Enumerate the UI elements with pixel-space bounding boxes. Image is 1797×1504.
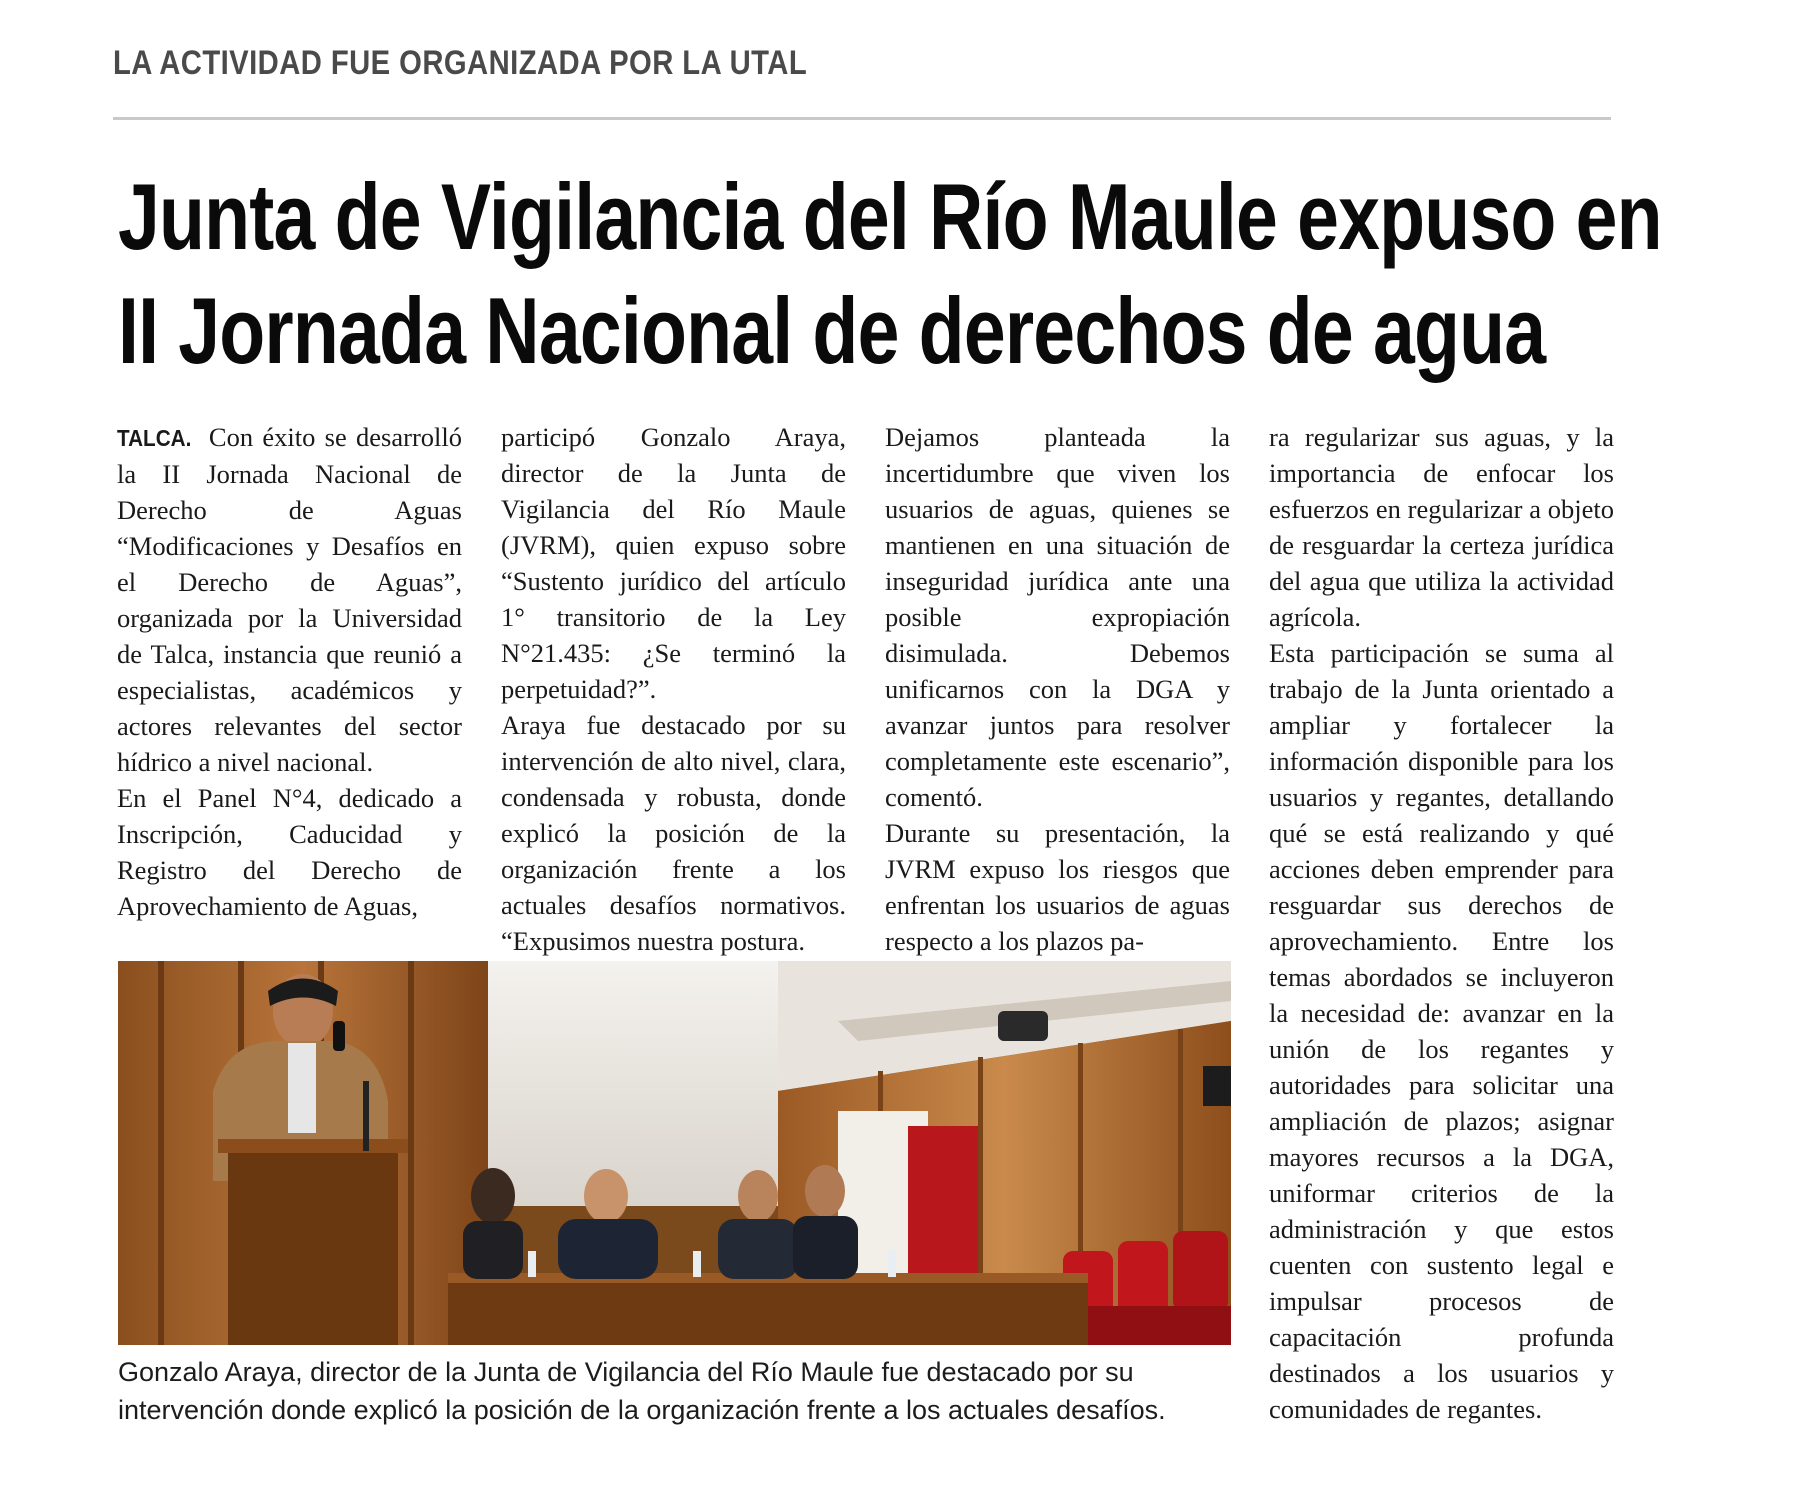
body-column-3 <box>885 419 1230 959</box>
article-photo <box>118 961 1231 1345</box>
kicker-divider <box>113 117 1611 120</box>
section-kicker: LA ACTIVIDAD FUE ORGANIZADA POR LA UTAL <box>113 44 808 82</box>
body-column-2 <box>501 419 846 959</box>
body-column-4 <box>1269 419 1614 1427</box>
body-paragraph: participó Gonzalo Araya, director de la Junta de Vigilancia del Río Maule (JVRM), quien expuso sobre “Sustento jurídico del artículo 1° transitorio de la Ley N°21.435: ¿Se terminó la perpetuidad?”. <box>501 422 846 704</box>
projection-screen <box>488 961 778 1206</box>
conference-photo <box>118 961 1231 1345</box>
headline-line-1: Junta de Vigilancia del Río Maule expuso en <box>118 164 1662 269</box>
photo-caption: Gonzalo Araya, director de la Junta de Vigilancia del Río Maule fue destacado por su intervención donde explicó la posición de la organización frente a los actuales desafíos. <box>118 1357 1166 1425</box>
panel-table <box>448 1279 1088 1345</box>
body-paragraph <box>117 419 462 780</box>
body-column-1 <box>117 419 462 924</box>
dateline: TALCA. <box>117 425 192 451</box>
body-paragraph: Esta participación se suma al trabajo de la Junta orientado a ampliar y fortalecer la información disponible para los usuarios y regantes, detallando qué se está realizando y qué acciones deben emprender para resguardar sus derechos de aprovechamiento. Entre los temas abordados se incluyeron la necesidad de: avanzar en la unión de los regantes y autoridades para solicitar una ampliación de plazos; asignar mayores recursos a la DGA, uniformar criterios de la administración y que estos cuenten con sustento legal e impulsar procesos de capacitación profunda destinados a los usuarios y comunidades de regantes. <box>1269 638 1614 1424</box>
body-paragraph: En el Panel N°4, dedicado a Inscripción, Caducidad y Registro del Derecho de Aprovechamiento de Aguas, <box>117 783 462 921</box>
body-paragraph: Araya fue destacado por su intervención de alto nivel, clara, condensada y robusta, donde explicó la posición de la organización frente a los actuales desafíos normativos. “Expusimos nuestra postura. <box>501 710 846 956</box>
body-paragraph: Dejamos planteada la incertidumbre que viven los usuarios de aguas, quienes se mantienen en una situación de inseguridad jurídica ante una posible expropiación disimulada. Debemos unificarnos con la DGA y avanzar juntos para resolver completamente este escenario”, comentó. <box>885 422 1230 812</box>
podium <box>228 1146 398 1345</box>
body-paragraph: ra regularizar sus aguas, y la importancia de enfocar los esfuerzos en regularizar a objeto de resguardar la certeza jurídica del agua que utiliza la actividad agrícola. <box>1269 422 1614 632</box>
paragraph-text: Con éxito se desarrolló la II Jornada Nacional de Derecho de Aguas “Modificaciones y Desafíos en el Derecho de Aguas”, organizada por la Universidad de Talca, instancia que reunió a especialistas, académicos y actores relevantes del sector hídrico a nivel nacional. <box>117 422 462 777</box>
article-headline <box>118 160 1662 388</box>
body-paragraph: Durante su presentación, la JVRM expuso los riesgos que enfrentan los usuarios de aguas respecto a los plazos pa- <box>885 818 1230 956</box>
headline-line-2: II Jornada Nacional de derechos de agua <box>118 278 1546 383</box>
